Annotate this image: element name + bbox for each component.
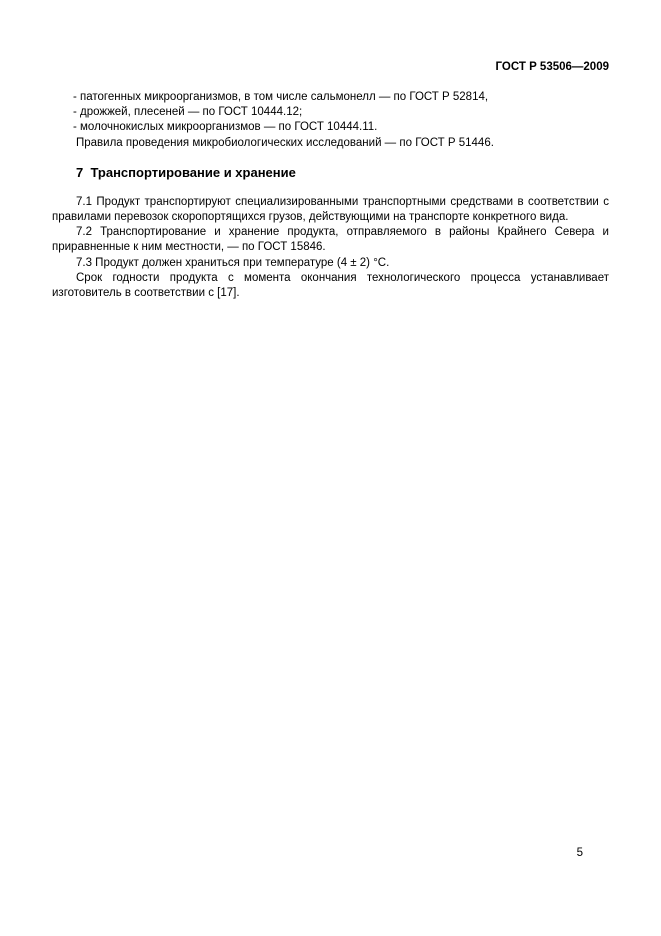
page-number: 5 (576, 847, 583, 859)
document-body (52, 90, 609, 301)
document-code-header: ГОСТ Р 53506—2009 (495, 61, 609, 73)
section-heading-transport-storage: 7 Транспортирование и хранение (76, 164, 296, 180)
paragraph-7-3-temperature: 7.3 Продукт должен храниться при температуре (4 ± 2) °С. (76, 256, 390, 269)
paragraph-7-1-transport: 7.1 Продукт транспортируют специализированными транспортными средствами в соответствии с правилами перевозок скоропортящихся грузов, действующими на транспорте конкретного вида. (52, 195, 609, 224)
paragraph-7-2-far-north: 7.2 Транспортирование и хранение продукта, отправляемого в районы Крайнего Севера и приравненные к ним местности, — по ГОСТ 15846. (52, 226, 609, 254)
list-item-yeast-mold: - дрожжей, плесеней — по ГОСТ 10444.12; (73, 106, 303, 119)
paragraph-microbiology-rules: Правила проведения микробиологических исследований — по ГОСТ Р 51446. (76, 136, 494, 149)
list-item-pathogenic-microorganisms: - патогенных микроорганизмов, в том числе сальмонелл — по ГОСТ Р 52814, (73, 91, 489, 103)
list-item-lactic-microorganisms: - молочнокислых микроорганизмов — по ГОСТ 10444.11. (73, 121, 378, 134)
paragraph-shelf-life: Срок годности продукта с момента окончания технологического процесса устанавливает изготовитель в соответствии с [17]. (52, 271, 609, 300)
